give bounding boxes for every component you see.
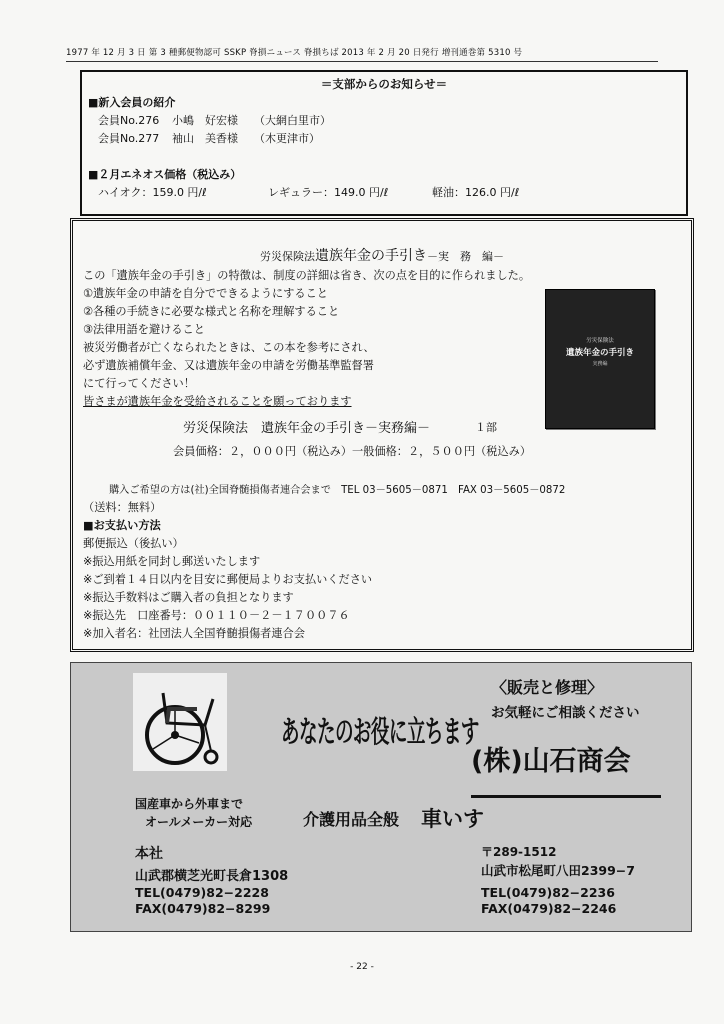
body-line: にて行ってください！ [83, 377, 195, 390]
body-line: 被災労働者が亡くなられたときは、この本を参考にされ、 [83, 341, 375, 354]
hq-address: 山武郡横芝光町長倉1308 [135, 869, 289, 884]
wheelchair-label: 車いす [421, 807, 484, 831]
book-cover-image [545, 289, 655, 429]
member-number: 会員No.277 [98, 132, 160, 145]
book-cover-title: 遺族年金の手引き [565, 348, 634, 358]
payment-line: ※加入者名：社団法人全国脊髄損傷者連合会 [83, 627, 305, 640]
payment-line: 郵便振込（後払い） [83, 537, 184, 550]
branch-address: 山武市松尾町八田2399−7 [481, 863, 635, 878]
body-line: 必ず遺族補償年金、又は遺族年金の申請を労働基準監督署 [83, 359, 374, 372]
eneos-heading: ■２月エネオス価格（税込み） [88, 168, 242, 181]
member-place: （大網白里市） [254, 114, 331, 127]
point-item: ②各種の手続きに必要な様式と名称を理解すること [83, 305, 340, 318]
book-cover-sub: 実務編 [592, 361, 608, 367]
intro-text: この「遺族年金の手引き」の特徴は、制度の詳細は省き、次の点を目的に作られました。 [83, 269, 531, 282]
title-main: 遺族年金の手引き [315, 248, 427, 264]
member-name: 小嶋 好宏様 [172, 114, 238, 127]
company-name: (株)山石商会 [471, 746, 631, 777]
point-item: ①遺族年金の申請を自分でできるようにすること [83, 287, 328, 300]
care-products: 介護用品全般 [303, 810, 400, 829]
book-notice-box [70, 218, 694, 652]
price-line: 会員価格：２，０００円（税込み）一般価格：２，５００円（税込み） [173, 445, 532, 458]
price-highoctane: ハイオク：159.0 円/ℓ [98, 186, 207, 199]
new-members-heading: ■新入会員の紹介 [88, 96, 176, 109]
hq-tel: TEL(0479)82−2228 [135, 885, 269, 900]
domestic-line-1: 国産車から外車まで [135, 797, 244, 811]
branch-notice-box [80, 70, 688, 216]
advertisement-box [70, 662, 692, 932]
tagline: あなたのお役に立ちます [281, 715, 479, 750]
payment-line: ※振込手数料はご購入者の負担となります [83, 591, 294, 604]
title-suffix: －実 務 編－ [427, 250, 504, 263]
notice-title: ＝支部からのお知らせ＝ [320, 77, 448, 91]
masthead: 1977 年 12 月 3 日 第 3 種郵便物認可 SSKP 脊損ニュース 脊損ちば 2013 年 2 月 20 日発行 増刊通巻第 5310 号 [66, 46, 658, 62]
point-item: ③法律用語を避けること [83, 323, 205, 336]
payment-heading: ■お支払い方法 [83, 519, 161, 532]
price-regular: レギュラー：149.0 円/ℓ [268, 186, 389, 199]
hq-fax: FAX(0479)82−8299 [135, 901, 271, 916]
member-place: （木更津市） [254, 132, 320, 145]
price-diesel: 軽油：126.0 円/ℓ [432, 186, 520, 199]
member-number: 会員No.276 [98, 114, 160, 127]
book-cover-small: 労災保険法 [586, 338, 614, 344]
member-name: 袖山 美香様 [172, 132, 238, 145]
order-line: 購入ご希望の方は(社)全国脊髄損傷者連合会まで TEL 03－5605－0871 FAX 03－5605－0872 [109, 485, 566, 496]
wheelchair-icon [133, 673, 227, 771]
book-line: 労災保険法 遺族年金の手引き－実務編－ [183, 421, 431, 436]
branch-zip: 〒289-1512 [481, 845, 557, 859]
consult-label: お気軽にご相談ください [491, 705, 640, 721]
payment-line: ※振込先 口座番号：００１１０－２－１７００７６ [83, 609, 350, 622]
payment-line: ※ご到着１４日以内を目安に郵便局よりお支払いください [83, 573, 373, 586]
shipping-note: （送料：無料） [83, 501, 162, 514]
domestic-line-2: オールメーカー対応 [145, 815, 253, 829]
book-notice-title [73, 245, 691, 265]
wish-line: 皆さまが遺族年金を受給されることを願っております [83, 395, 352, 408]
sales-repair-label: 〈販売と修理〉 [491, 678, 604, 697]
book-quantity: １部 [475, 421, 497, 434]
branch-tel: TEL(0479)82−2236 [481, 885, 615, 900]
title-prefix: 労災保険法 [260, 250, 315, 263]
page-number: - 22 - [350, 962, 374, 972]
wheelchair-image [133, 673, 227, 771]
payment-line: ※振込用紙を同封し郵送いたします [83, 555, 261, 568]
branch-fax: FAX(0479)82−2246 [481, 901, 617, 916]
hq-label: 本社 [135, 846, 163, 862]
company-underline [471, 795, 661, 798]
